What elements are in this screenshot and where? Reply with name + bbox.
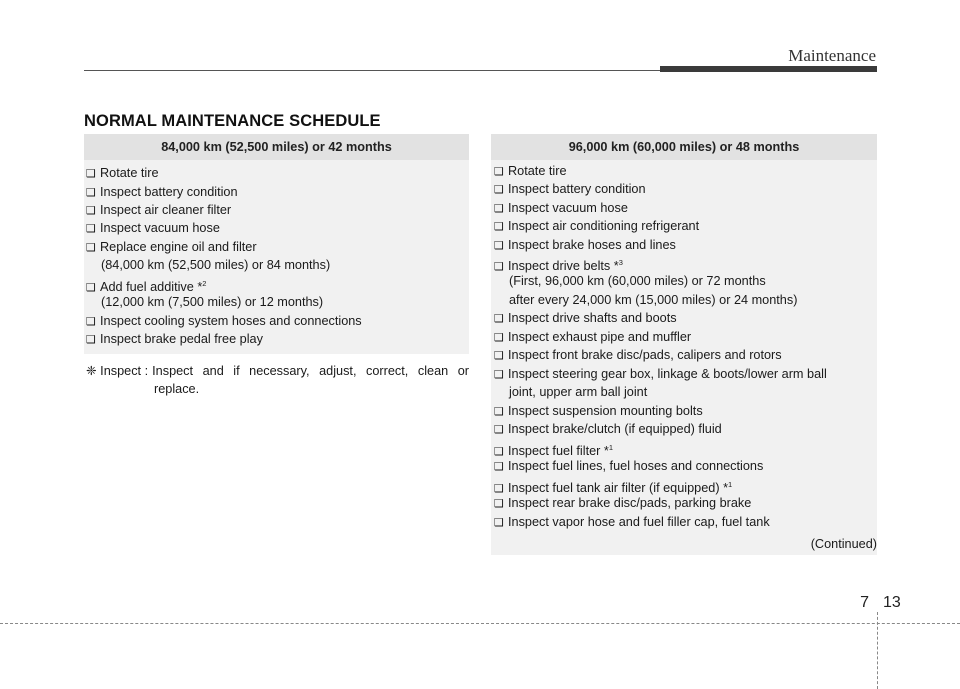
checkbox-icon: ❑ xyxy=(494,424,504,436)
list-item: ❑ Inspect brake hoses and lines xyxy=(494,236,676,255)
checkbox-icon: ❑ xyxy=(494,184,504,196)
checkbox-icon: ❑ xyxy=(494,332,504,344)
header-title: Maintenance xyxy=(788,46,876,65)
list-item: ❑ Inspect drive shafts and boots xyxy=(494,309,677,328)
list-item: ❑ Inspect rear brake disc/pads, parking brake xyxy=(494,494,751,513)
list-item: ❑ Add fuel additive *$^2$ xyxy=(86,275,206,297)
list-item-detail: joint, upper arm ball joint xyxy=(509,385,648,399)
list-item: ❑ Inspect vacuum hose xyxy=(494,199,628,218)
list-item: ❑ Inspect brake/clutch (if equipped) fluid xyxy=(494,420,722,439)
section-title: NORMAL MAINTENANCE SCHEDULE xyxy=(84,112,381,130)
note-text-line2: replace. xyxy=(154,382,200,396)
header-rule xyxy=(84,70,660,71)
checkbox-icon: ❑ xyxy=(494,221,504,233)
checkbox-icon: ❑ xyxy=(494,517,504,529)
page-number: 13 xyxy=(883,594,901,611)
list-item: ❑ Inspect drive belts *$^3$ xyxy=(494,254,623,276)
list-item: ❑ Inspect battery condition xyxy=(86,183,238,202)
right-column-heading: 96,000 km (60,000 miles) or 48 months xyxy=(491,134,877,160)
footer-divider xyxy=(877,612,878,689)
checkbox-icon: ❑ xyxy=(86,205,96,217)
checkbox-icon: ❑ xyxy=(86,168,96,180)
header-bar xyxy=(660,66,877,72)
footnote-marker: 2 xyxy=(202,279,207,288)
checkbox-icon: ❑ xyxy=(494,350,504,362)
checkbox-icon: ❑ xyxy=(494,483,504,495)
note-label: Inspect : xyxy=(100,364,149,378)
checkbox-icon: ❑ xyxy=(494,313,504,325)
note-text-line1: Inspect and if necessary, adjust, correct, clean or xyxy=(152,364,469,378)
checkbox-icon: ❑ xyxy=(494,461,504,473)
left-column-heading: 84,000 km (52,500 miles) or 42 months xyxy=(84,134,469,160)
checkbox-icon: ❑ xyxy=(494,406,504,418)
footnote-marker: 3 xyxy=(618,258,623,267)
checkbox-icon: ❑ xyxy=(494,498,504,510)
checkbox-icon: ❑ xyxy=(494,261,504,273)
list-item-detail: (12,000 km (7,500 miles) or 12 months) xyxy=(101,295,324,309)
checkbox-icon: ❑ xyxy=(86,223,96,235)
list-item: ❑ Inspect fuel lines, fuel hoses and connections xyxy=(494,457,763,476)
footnote-marker: 1 xyxy=(728,480,733,489)
list-item: ❑ Inspect vacuum hose xyxy=(86,219,220,238)
checkbox-icon: ❑ xyxy=(494,203,504,215)
checkbox-icon: ❑ xyxy=(494,369,504,381)
chapter-number: 7 xyxy=(860,594,869,611)
list-item: ❑ Inspect air cleaner filter xyxy=(86,201,231,220)
list-item: ❑ Inspect air conditioning refrigerant xyxy=(494,217,699,236)
checkbox-icon: ❑ xyxy=(86,282,96,294)
checkbox-icon: ❑ xyxy=(86,187,96,199)
list-item: ❑ Inspect fuel filter *$^1$ xyxy=(494,439,613,461)
list-item: ❑ Inspect exhaust pipe and muffler xyxy=(494,328,691,347)
list-item-detail: after every 24,000 km (15,000 miles) or 24 months) xyxy=(509,293,798,307)
list-item: ❑ Inspect fuel tank air filter (if equipped) *$^1$ xyxy=(494,476,732,498)
checkbox-icon: ❑ xyxy=(86,242,96,254)
list-item-detail: (84,000 km (52,500 miles) or 84 months) xyxy=(101,258,331,272)
inspect-note xyxy=(86,362,469,398)
checkbox-icon: ❑ xyxy=(86,316,96,328)
checkbox-icon: ❑ xyxy=(494,240,504,252)
list-item: ❑ Replace engine oil and filter xyxy=(86,238,257,257)
list-item: ❑ Inspect battery condition xyxy=(494,180,646,199)
checkbox-icon: ❑ xyxy=(86,334,96,346)
list-item: ❑ Inspect vapor hose and fuel filler cap, fuel tank xyxy=(494,513,770,532)
list-item: ❑ Inspect cooling system hoses and connections xyxy=(86,312,362,331)
list-item: ❑ Inspect suspension mounting bolts xyxy=(494,402,703,421)
checkbox-icon: ❑ xyxy=(494,166,504,178)
list-item-detail: (First, 96,000 km (60,000 miles) or 72 months xyxy=(509,274,766,288)
footer-rule xyxy=(0,623,960,624)
footnote-marker: 1 xyxy=(608,443,614,452)
list-item: ❑ Inspect brake pedal free play xyxy=(86,330,263,349)
checkbox-icon: ❑ xyxy=(494,446,504,458)
list-item: ❑ Rotate tire xyxy=(494,162,567,181)
list-item: ❑ Rotate tire xyxy=(86,164,159,183)
continued-label: (Continued) xyxy=(810,537,877,551)
note-symbol-icon: ❈ xyxy=(86,364,97,378)
list-item: ❑ Inspect front brake disc/pads, calipers and rotors xyxy=(494,346,782,365)
list-item: ❑ Inspect steering gear box, linkage & boots/lower arm ball xyxy=(494,365,827,384)
